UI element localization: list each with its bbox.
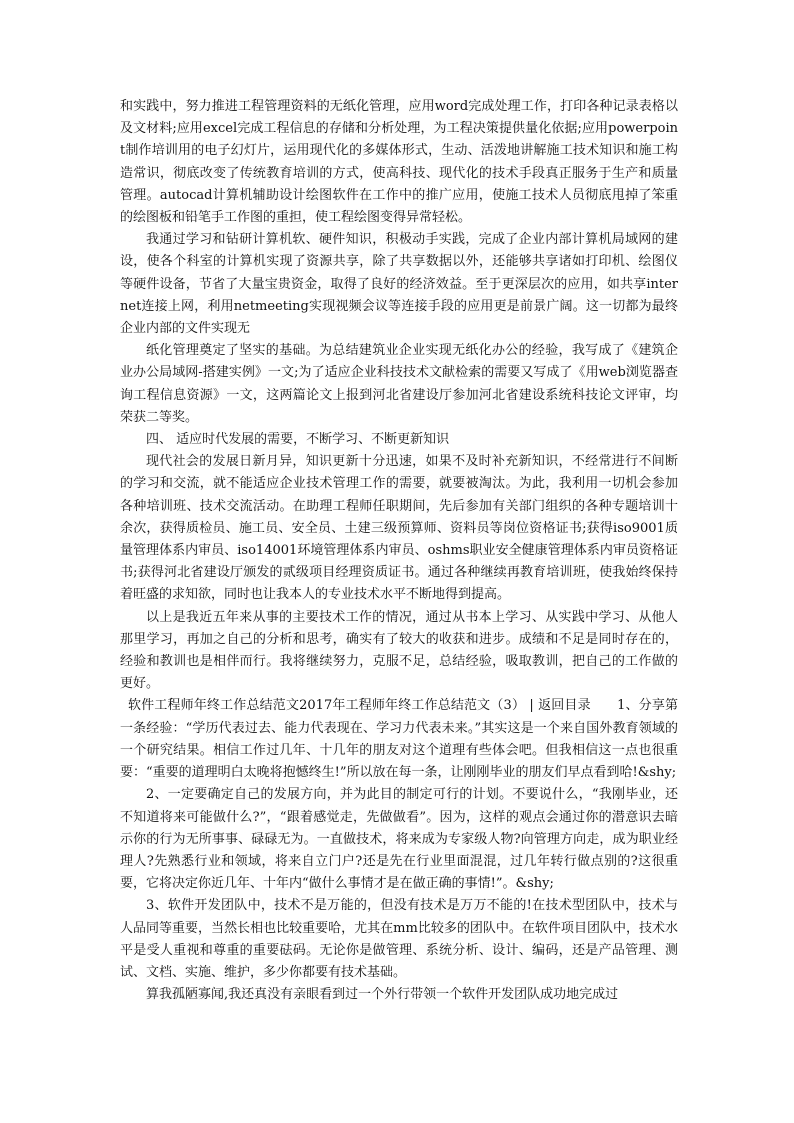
paragraph-article-link: 软件工程师年终工作总结范文2017年工程师年终工作总结范文（3） | 返回目录 1、分享第一条经验：“学历代表过去、能力代表现在、学习力代表未来。”其实这是一个来自国外教育领域的一个研究结果。相信工作过几年、十几年的朋友对这个道理有些体会吧。但我相信这一点也很重要：“重要的道理明白太晚将抱憾终生!”所以放在每一条，让刚刚毕业的朋友们早点看到哈!&shy; (120, 698, 678, 781)
paragraph-network: 我通过学习和钻研计算机软、硬件知识，积极动手实践，完成了企业内部计算机局域网的建设，使各个科室的计算机实现了资源共享，除了共享数据以外，还能够共享诸如打印机、绘图仪等硬件设备，节省了大量宝贵资金，取得了良好的经济效益。至于更深层次的应用，如共享internet连接上网，利用netmeeting实现视频会议等连接手段的应用更是前景广阔。这一切都为最终企业内部的文件实现无 (120, 232, 678, 337)
paragraph-summary: 以上是我近五年来从事的主要技术工作的情况，通过从书本上学习、从实践中学习、从他人那里学习，再加之自己的分析和思考，确实有了较大的收获和进步。成绩和不足是同时存在的，经验和教训也是相伴而行。我将继续努力，克服不足，总结经验，吸取教训，把自己的工作做的更好。 (120, 609, 678, 692)
paragraph-direction: 2、一定要确定自己的发展方向，并为此目的制定可行的计划。不要说什么，“我刚毕业，还不知道将来可能做什么?”，“跟着感觉走，先做做看”。因为，这样的观点会通过你的潜意识去暗示你的行为无所事事、碌碌无为。一直做技术，将来成为专家级人物?向管理方向走，成为职业经理人?先熟悉行业和领域，将来自立门户?还是先在行业里面混混，过几年转行做点别的?这很重要，它将决定你近几年、十年内“做什么事情才是在做正确的事情!”。&shy; (120, 787, 678, 892)
paragraph-learning: 现代社会的发展日新月异，知识更新十分迅速，如果不及时补充新知识，不经常进行不间断的学习和交流，就不能适应企业技术管理工作的需要，就要被淘汰。为此，我利用一切机会参加各种培训班、技术交流活动。在助理工程师任职期间，先后参加有关部门组织的各种专题培训十余次，获得质检员、施工员、安全员、土建三级预算师、资料员等岗位资格证书;获得iso9001质量管理体系内审员、iso14001环境管理体系内审员、oshms职业安全健康管理体系内审员资格证书;获得河北省建设厅颁发的贰级项目经理资质证书。通过各种继续再教育培训班，使我始终保持着旺盛的求知欲，同时也让我本人的专业技术水平不断地得到提高。 (120, 454, 678, 603)
document-page (120, 96, 678, 1006)
paragraph-papers: 纸化管理奠定了坚实的基础。为总结建筑业企业实现无纸化办公的经验，我写成了《建筑企业办公局域网-搭建实例》一文;为了适应企业科技技术文献检索的需要又写成了《用web浏览器查询工程信息资源》一文，这两篇论文上报到河北省建设厅参加河北省建设系统科技论文评审，均荣获二等奖。 (120, 343, 678, 425)
paragraph-intro: 和实践中，努力推进工程管理资料的无纸化管理，应用word完成处理工作，打印各种记录表格以及文材料;应用excel完成工程信息的存储和分析处理，为工程决策提供量化依据;应用powerpoint制作培训用的电子幻灯片，运用现代化的多媒体形式，生动、活泼地讲解施工技术知识和施工构造常识，彻底改变了传统教育培训的方式，使高科技、现代化的技术手段真正服务于生产和质量管理。autocad计算机辅助设计绘图软件在工作中的推广应用，使施工技术人员彻底甩掉了笨重的绘图板和铅笔手工作图的重担，使工程绘图变得异常轻松。 (120, 99, 678, 226)
paragraph-team: 3、软件开发团队中，技术不是万能的，但没有技术是万万不能的!在技术型团队中，技术与人品同等重要，当然长相也比较重要哈，尤其在mm比较多的团队中。在软件项目团队中，技术水平是受人重视和尊重的重要砝码。无论你是做管理、系统分析、设计、编码，还是产品管理、测试、文档、实施、维护，多少你都要有技术基础。 (120, 898, 678, 980)
paragraph-closing: 算我孤陋寡闻,我还真没有亲眼看到过一个外行带领一个软件开发团队成功地完成过 (146, 987, 619, 1003)
section-heading: 四、 适应时代发展的需要，不断学习、不断更新知识 (146, 432, 450, 448)
